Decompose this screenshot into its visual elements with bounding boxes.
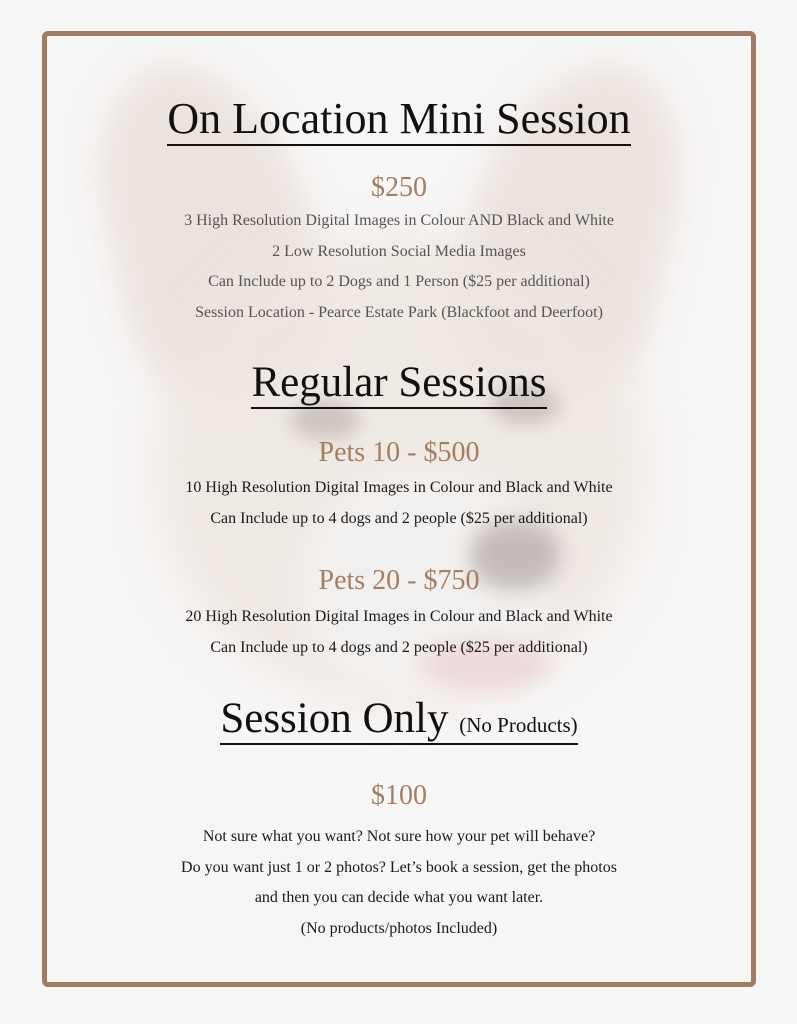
pets-20-details: [42, 602, 756, 663]
pets-20-price: Pets 20 - $750: [318, 565, 480, 596]
pets-10-price: Pets 10 - $500: [318, 437, 480, 468]
detail-line: Can Include up to 2 Dogs and 1 Person ($25 per additional): [208, 273, 590, 290]
mini-session-details: [42, 206, 756, 328]
detail-line: 10 High Resolution Digital Images in Colour and Black and White: [185, 479, 613, 496]
session-only-title: [42, 693, 756, 751]
detail-line: Not sure what you want? Not sure how your pet will behave?: [202, 828, 596, 845]
detail-line: Do you want just 1 or 2 photos? Let’s book a session, get the photos: [181, 858, 617, 876]
detail-line: 3 High Resolution Digital Images in Colour AND Black and White: [184, 212, 614, 229]
mini-session-price: $250: [371, 172, 427, 203]
pets-10-details: [42, 473, 756, 534]
regular-sessions-title: Regular Sessions: [42, 357, 756, 409]
detail-line: and then you can decide what you want later.: [254, 889, 544, 906]
detail-line: Session Location - Pearce Estate Park (Blackfoot and Deerfoot): [195, 303, 603, 321]
detail-line: (No products/photos Included): [300, 919, 498, 937]
session-only-details: [42, 822, 756, 944]
detail-line: 20 High Resolution Digital Images in Colour and Black and White: [185, 608, 613, 625]
mini-session-title: On Location Mini Session: [42, 93, 756, 145]
detail-line: Can Include up to 4 dogs and 2 people ($25 per additional): [210, 509, 588, 527]
detail-line: Can Include up to 4 dogs and 2 people ($25 per additional): [210, 638, 588, 656]
detail-line: 2 Low Resolution Social Media Images: [272, 242, 526, 260]
session-only-heading: Session Only: [220, 695, 449, 742]
session-only-note: (No Products): [459, 713, 578, 737]
price-list: [42, 31, 756, 987]
session-only-price: $100: [371, 780, 427, 811]
